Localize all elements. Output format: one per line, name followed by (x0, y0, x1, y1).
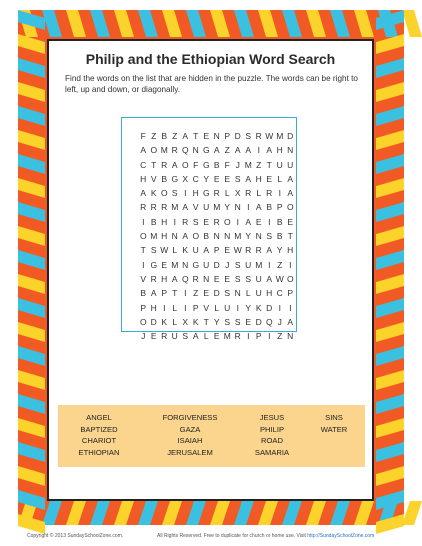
grid-letter: Q (181, 273, 189, 284)
word-bank-item: ANGEL (86, 413, 112, 422)
grid-letter: R (213, 216, 220, 227)
grid-letter: D (255, 316, 262, 327)
grid-letter: R (255, 245, 262, 256)
grid-letter: D (150, 316, 157, 327)
grid-letter: P (224, 131, 231, 141)
grid-letter: I (142, 216, 145, 227)
grid-letter: F (140, 131, 146, 141)
grid-letter: G (202, 188, 210, 199)
grid-letter: M (223, 331, 231, 342)
grid-letter: G (192, 259, 200, 270)
grid-letter: W (233, 245, 242, 256)
grid-letter: A (171, 159, 178, 170)
grid-letter: U (255, 273, 262, 284)
grid-letter: O (150, 145, 158, 156)
grid-letter: X (182, 173, 189, 184)
grid-letter: R (234, 331, 241, 342)
grid-letter: L (245, 288, 251, 299)
grid-letter: A (192, 331, 199, 342)
grid-letter: H (276, 145, 283, 156)
grid-letter: H (161, 231, 168, 242)
word-bank-column-4 (310, 412, 358, 435)
grid-letter: Z (277, 259, 283, 270)
grid-letter: G (171, 173, 179, 184)
grid-letter: S (234, 259, 241, 270)
grid-letter: J (235, 159, 240, 170)
footer-rights-text: All Rights Reserved. Free to duplicate for church or home use. Visit (157, 533, 306, 539)
word-bank-item: FORGIVENESS (162, 413, 218, 422)
grid-letter: E (213, 173, 220, 184)
grid-letter: I (236, 216, 239, 227)
grid-letter: E (161, 259, 168, 270)
grid-letter: I (289, 259, 292, 270)
grid-letter: I (247, 202, 250, 213)
grid-letter: M (160, 145, 168, 156)
grid-letter: X (182, 316, 189, 327)
grid-letter: I (268, 259, 271, 270)
grid-letter: L (172, 302, 178, 313)
grid-letter: N (287, 145, 294, 156)
grid-letter: B (266, 202, 273, 213)
grid-letter: E (287, 216, 294, 227)
grid-letter: L (277, 173, 283, 184)
grid-letter: A (234, 145, 241, 156)
grid-letter: A (140, 145, 147, 156)
grid-letter: U (192, 245, 199, 256)
grid-letter: O (181, 159, 189, 170)
grid-letter: I (184, 302, 187, 313)
grid-letter: H (161, 273, 168, 284)
grid-letter: S (266, 231, 273, 242)
grid-letter: S (182, 331, 189, 342)
grid-letter: L (172, 245, 178, 256)
grid-letter: Y (276, 245, 283, 256)
grid-letter: R (245, 245, 252, 256)
grid-letter: Y (245, 231, 252, 242)
grid-letter: S (150, 245, 157, 256)
grid-letter: K (150, 188, 157, 199)
grid-letter: L (203, 331, 209, 342)
grid-letter: N (255, 231, 262, 242)
grid-letter: C (140, 159, 147, 170)
grid-letter: A (287, 188, 294, 199)
instructions-text: Find the words on the list that are hidden in the puzzle. The words can be right to left, up and down, or diagonally. (65, 74, 358, 94)
grid-letter: E (203, 216, 210, 227)
grid-letter: D (287, 131, 294, 141)
grid-letter: A (255, 202, 262, 213)
grid-letter: Z (172, 131, 178, 141)
grid-letter: I (247, 331, 250, 342)
border-stripe (402, 10, 422, 37)
grid-letter: R (255, 131, 262, 141)
grid-letter: B (276, 216, 283, 227)
grid-letter: A (182, 202, 189, 213)
grid-letter: H (266, 288, 273, 299)
grid-letter: E (203, 288, 210, 299)
grid-letter: P (255, 331, 262, 342)
grid-letter: M (244, 159, 252, 170)
grid-letter: I (289, 302, 292, 313)
grid-letter: N (213, 131, 220, 141)
grid-letter: I (142, 259, 145, 270)
grid-letter: J (225, 259, 230, 270)
grid-letter: A (140, 188, 147, 199)
grid-letter: H (150, 302, 157, 313)
grid-letter: E (150, 331, 157, 342)
grid-letter: A (266, 245, 273, 256)
grid-letter: W (160, 245, 169, 256)
grid-letter: S (234, 273, 241, 284)
grid-letter: N (234, 288, 241, 299)
grid-letter: R (266, 188, 273, 199)
grid-letter: I (173, 216, 176, 227)
grid-letter: P (161, 288, 168, 299)
grid-letter: M (171, 259, 179, 270)
grid-letter: N (287, 331, 294, 342)
grid-letter: T (140, 245, 146, 256)
grid-letter: E (213, 331, 220, 342)
grid-letter: N (171, 231, 178, 242)
grid-letter: W (275, 273, 284, 284)
grid-letter: D (213, 288, 220, 299)
grid-letter: J (141, 331, 146, 342)
grid-letter: S (234, 173, 241, 184)
grid-letter: D (234, 131, 241, 141)
grid-letter: R (171, 145, 178, 156)
grid-letter: A (213, 145, 220, 156)
grid-letter: R (161, 331, 168, 342)
grid-letter: Y (203, 173, 210, 184)
grid-letter: E (203, 131, 210, 141)
grid-letter: P (140, 302, 147, 313)
grid-letter: K (161, 316, 168, 327)
grid-letter: I (268, 331, 271, 342)
grid-letter: P (213, 245, 220, 256)
word-search-box (121, 117, 297, 342)
grid-letter: R (140, 202, 147, 213)
grid-letter: N (224, 231, 231, 242)
word-bank-item: ROAD (261, 436, 283, 445)
grid-letter: O (286, 202, 294, 213)
grid-letter: E (266, 173, 273, 184)
word-search-grid (138, 129, 296, 343)
grid-letter: G (202, 145, 210, 156)
grid-letter: H (255, 173, 262, 184)
grid-letter: B (213, 159, 220, 170)
footer-copyright: Copyright © 2013 SundaySchoolZone.com. (27, 533, 124, 539)
grid-letter: F (224, 159, 230, 170)
grid-letter: C (276, 288, 283, 299)
grid-letter: S (245, 273, 252, 284)
grid-letter: Z (224, 145, 230, 156)
grid-letter: T (287, 231, 293, 242)
grid-letter: N (192, 145, 199, 156)
grid-letter: M (171, 202, 179, 213)
grid-letter: S (224, 288, 231, 299)
grid-letter: R (161, 159, 168, 170)
grid-letter: U (224, 302, 231, 313)
grid-letter: H (161, 216, 168, 227)
grid-letter: X (234, 188, 241, 199)
grid-letter: A (287, 173, 294, 184)
grid-letter: U (276, 159, 283, 170)
word-bank-item: JESUS (259, 413, 285, 422)
grid-letter: U (171, 331, 178, 342)
grid-letter: I (184, 288, 187, 299)
footer-rights (157, 533, 374, 539)
grid-letter: E (213, 273, 220, 284)
grid-letter: C (192, 173, 199, 184)
grid-letter: V (203, 302, 210, 313)
word-bank-item: PHILIP (259, 424, 285, 434)
grid-letter: A (203, 245, 210, 256)
grid-letter: A (182, 131, 189, 141)
grid-letter: R (161, 202, 168, 213)
grid-letter: Y (245, 302, 252, 313)
grid-letter: M (255, 259, 263, 270)
grid-letter: M (234, 231, 242, 242)
grid-letter: M (150, 231, 158, 242)
grid-letter: I (278, 188, 281, 199)
grid-letter: O (139, 231, 147, 242)
grid-letter: B (276, 231, 283, 242)
grid-letter: D (213, 259, 220, 270)
border-stripe (402, 501, 422, 525)
grid-letter: S (224, 316, 231, 327)
grid-letter: V (140, 273, 147, 284)
grid-letter: E (224, 273, 231, 284)
grid-letter: A (266, 145, 273, 156)
grid-letter: P (192, 302, 199, 313)
grid-letter: A (171, 273, 178, 284)
grid-letter: D (266, 302, 273, 313)
grid-letter: R (150, 202, 157, 213)
grid-letter: T (151, 159, 157, 170)
grid-letter: U (255, 288, 262, 299)
grid-letter: R (245, 188, 252, 199)
grid-letter: T (203, 316, 209, 327)
word-bank-column-2 (142, 412, 238, 458)
word-bank-item: SINS (325, 413, 343, 422)
grid-letter: L (224, 188, 230, 199)
grid-letter: N (234, 202, 241, 213)
grid-letter: J (277, 316, 282, 327)
grid-letter: V (150, 173, 157, 184)
word-bank-item: WATER (320, 424, 348, 434)
grid-letter: T (266, 159, 272, 170)
word-bank-item: ISAIAH (177, 436, 203, 445)
word-bank-item: CHARIOT (81, 436, 117, 445)
word-bank-column-1 (72, 412, 126, 458)
grid-letter: H (192, 188, 199, 199)
grid-letter: B (140, 288, 147, 299)
grid-letter: B (203, 231, 210, 242)
grid-letter: Z (193, 288, 199, 299)
grid-letter: A (150, 288, 157, 299)
grid-letter: I (278, 302, 281, 313)
grid-letter: T (172, 288, 178, 299)
grid-letter: B (161, 131, 168, 141)
grid-letter: M (213, 202, 221, 213)
word-bank-item: BAPTIZED (80, 424, 118, 434)
grid-letter: S (171, 188, 178, 199)
grid-letter: Z (277, 331, 283, 342)
grid-letter: O (192, 231, 200, 242)
word-bank (58, 405, 365, 467)
grid-letter: G (150, 259, 158, 270)
grid-letter: G (202, 159, 210, 170)
grid-letter: R (213, 188, 220, 199)
grid-letter: E (224, 173, 231, 184)
grid-letter: E (255, 216, 262, 227)
grid-letter: U (245, 259, 252, 270)
grid-letter: S (234, 316, 241, 327)
word-bank-item: JERUSALEM (167, 447, 213, 457)
grid-letter: R (182, 216, 189, 227)
grid-letter: I (184, 188, 187, 199)
grid-letter: Y (224, 202, 231, 213)
word-bank-item: GAZA (179, 424, 201, 434)
grid-letter: U (287, 159, 294, 170)
grid-letter: E (245, 316, 252, 327)
grid-letter: V (192, 202, 199, 213)
grid-letter: I (257, 145, 260, 156)
grid-letter: W (265, 131, 274, 141)
grid-letter: H (140, 173, 147, 184)
grid-letter: O (286, 273, 294, 284)
grid-letter: I (236, 302, 239, 313)
grid-letter: P (276, 202, 283, 213)
grid-letter: U (203, 259, 210, 270)
grid-letter: K (192, 316, 199, 327)
grid-letter: L (214, 302, 220, 313)
grid-letter: E (224, 245, 231, 256)
grid-letter: A (182, 231, 189, 242)
grid-letter: S (192, 216, 199, 227)
word-bank-item: SAMARIA (254, 447, 290, 457)
grid-letter: R (192, 273, 199, 284)
grid-letter: A (245, 145, 252, 156)
grid-letter: B (150, 216, 157, 227)
grid-letter: A (287, 316, 294, 327)
grid-letter: N (182, 259, 189, 270)
grid-letter: Q (181, 145, 189, 156)
word-bank-item: ETHIOPIAN (78, 447, 120, 457)
grid-letter: A (245, 173, 252, 184)
grid-letter: L (256, 188, 262, 199)
grid-letter: U (203, 202, 210, 213)
grid-letter: O (160, 188, 168, 199)
worksheet-panel (47, 39, 374, 501)
grid-letter: A (266, 273, 273, 284)
grid-letter: Z (256, 159, 262, 170)
grid-letter: K (255, 302, 262, 313)
grid-letter: N (203, 273, 210, 284)
grid-letter: O (223, 216, 231, 227)
grid-letter: R (150, 273, 157, 284)
grid-letter: B (161, 173, 168, 184)
footer-link[interactable]: http://SundaySchoolZone.com (307, 533, 375, 539)
grid-letter: L (172, 316, 178, 327)
grid-letter: O (139, 316, 147, 327)
grid-letter: M (276, 131, 284, 141)
grid-letter: A (245, 216, 252, 227)
grid-letter: N (213, 231, 220, 242)
grid-letter: S (245, 131, 252, 141)
grid-letter: T (193, 131, 199, 141)
grid-letter: Q (265, 316, 273, 327)
grid-letter: Y (213, 316, 220, 327)
grid-letter: H (287, 245, 294, 256)
grid-letter: K (182, 245, 189, 256)
grid-letter: F (193, 159, 199, 170)
grid-letter: Z (151, 131, 157, 141)
grid-letter: I (268, 216, 271, 227)
page-title: Philip and the Ethiopian Word Search (85, 51, 336, 67)
grid-letter: I (163, 302, 166, 313)
grid-letter: P (287, 288, 294, 299)
word-bank-column-3 (239, 412, 305, 458)
